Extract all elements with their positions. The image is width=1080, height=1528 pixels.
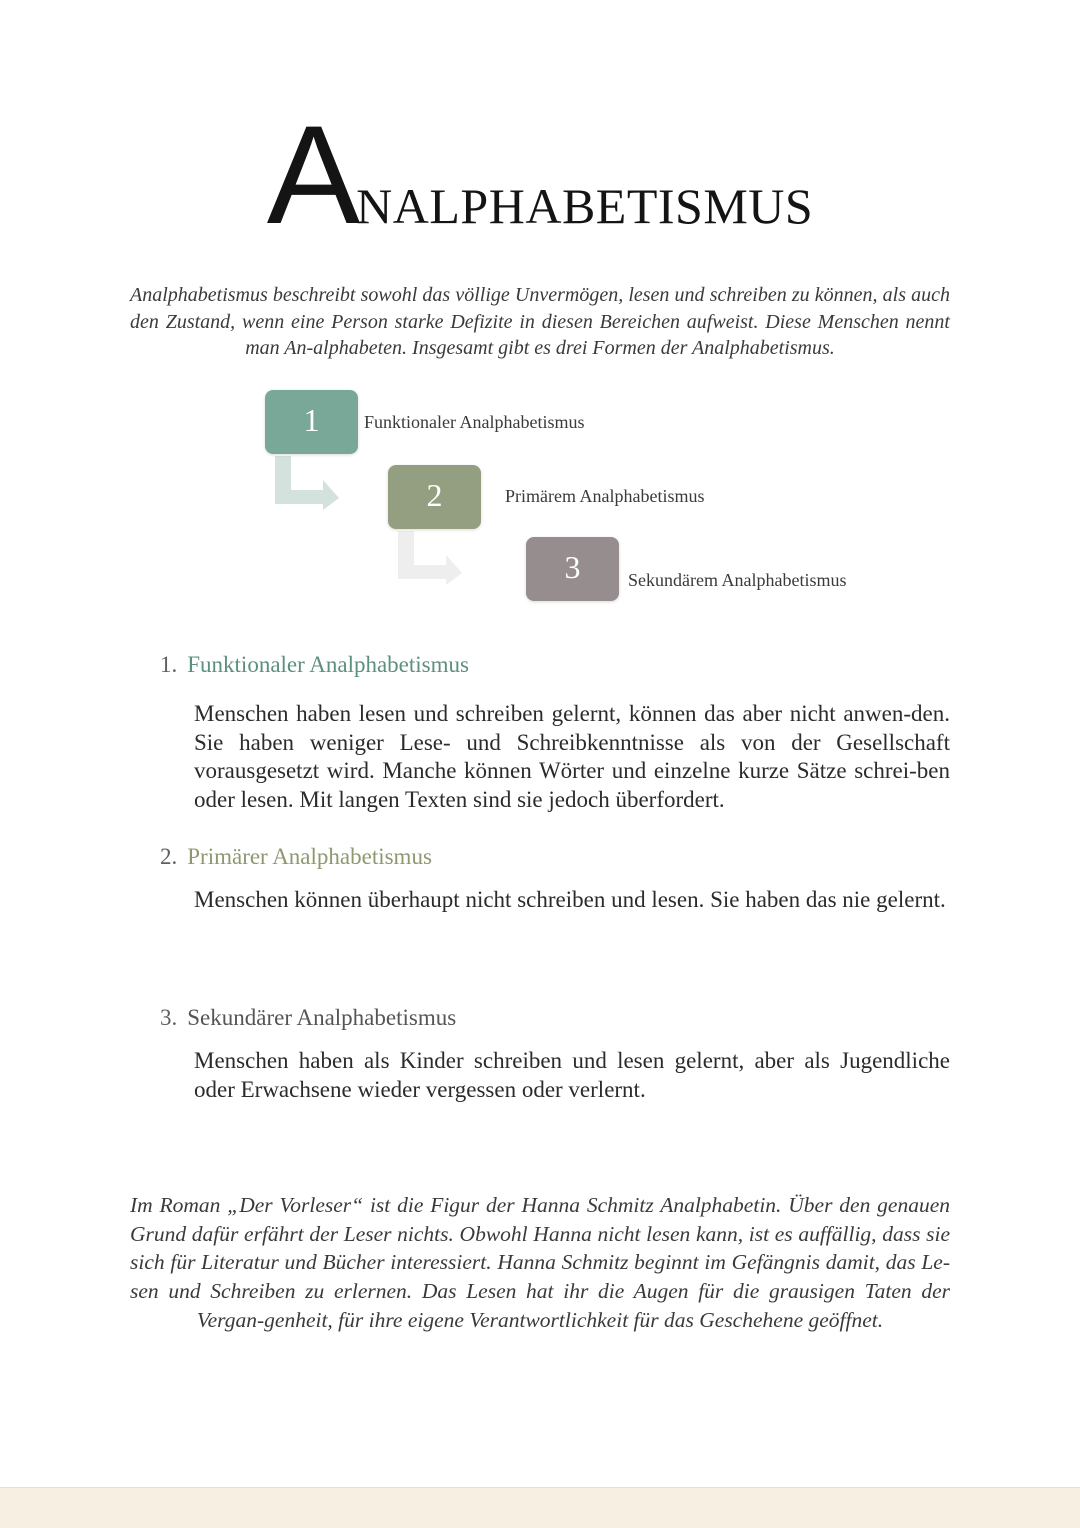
step-box-3: 3 xyxy=(526,537,619,601)
section-heading xyxy=(160,844,950,870)
section-body: Menschen haben lesen und schreiben gelernt, können das aber nicht anwen-den. Sie haben weniger Lese- und Schreibkenntnisse als von der Gesellschaft vorausgesetzt wird. Manche können Wörter und einzelne kurze Sätze schrei-ben oder lesen. Mit langen Texten sind sie jedoch überfordert. xyxy=(194,701,950,812)
intro-paragraph: Analphabetismus beschreibt sowohl das völlige Unvermögen, lesen und schreiben zu können, als auch den Zustand, wenn eine Person starke Defizite in diesen Bereichen aufweist. Diese Menschen nennt man An-alphabeten. Insgesamt gibt es drei Formen der Analphabetismus. xyxy=(130,284,950,359)
step-box-2: 2 xyxy=(388,465,481,529)
section-title: Sekundärer Analphabetismus xyxy=(187,1005,457,1030)
section-title: Primärer Analphabetismus xyxy=(187,844,432,869)
section-primary xyxy=(160,844,950,915)
section-heading xyxy=(160,652,950,678)
section-title: Funktionaler Analphabetismus xyxy=(187,652,469,677)
step-box-1: 1 xyxy=(265,390,358,454)
section-body: Menschen haben als Kinder schreiben und lesen gelernt, aber als Jugendliche oder Erwachsene wieder vergessen oder verlernt. xyxy=(194,1048,950,1102)
section-number: 3. xyxy=(160,1005,178,1030)
section-body: Menschen können überhaupt nicht schreiben und lesen. Sie haben das nie gelernt. xyxy=(194,887,946,912)
section-number: 1. xyxy=(160,652,178,677)
step-arrow-2 xyxy=(398,531,464,587)
step-label-3: Sekundärem Analphabetismus xyxy=(628,570,847,590)
title-initial: A xyxy=(266,96,357,253)
section-secondary xyxy=(160,1005,950,1104)
page-title xyxy=(0,96,1080,253)
step-arrow-1 xyxy=(275,456,341,512)
page-footer-band xyxy=(0,1487,1080,1528)
section-functional xyxy=(160,652,950,814)
title-rest: NALPHABETISMUS xyxy=(356,178,814,234)
outro-paragraph: Im Roman „Der Vorleser“ ist die Figur der Hanna Schmitz Analphabetin. Über den genauen Grund dafür erfährt der Leser nichts. Obwohl Hanna nicht lesen kann, ist es auffällig, dass sie sich für Literatur und Bücher interessiert. Hanna Schmitz beginnt im Gefängnis damit, das Le-sen und Schreiben zu erlernen. Das Lesen hat ihr die Augen für die grausigen Taten der Vergan-genheit, für ihre eigene Verantwortlichkeit für das Geschehene geöffnet. xyxy=(130,1193,950,1332)
section-heading xyxy=(160,1005,950,1031)
step-label-2: Primärem Analphabetismus xyxy=(505,486,705,506)
step-label-1: Funktionaler Analphabetismus xyxy=(364,412,585,432)
section-number: 2. xyxy=(160,844,178,869)
